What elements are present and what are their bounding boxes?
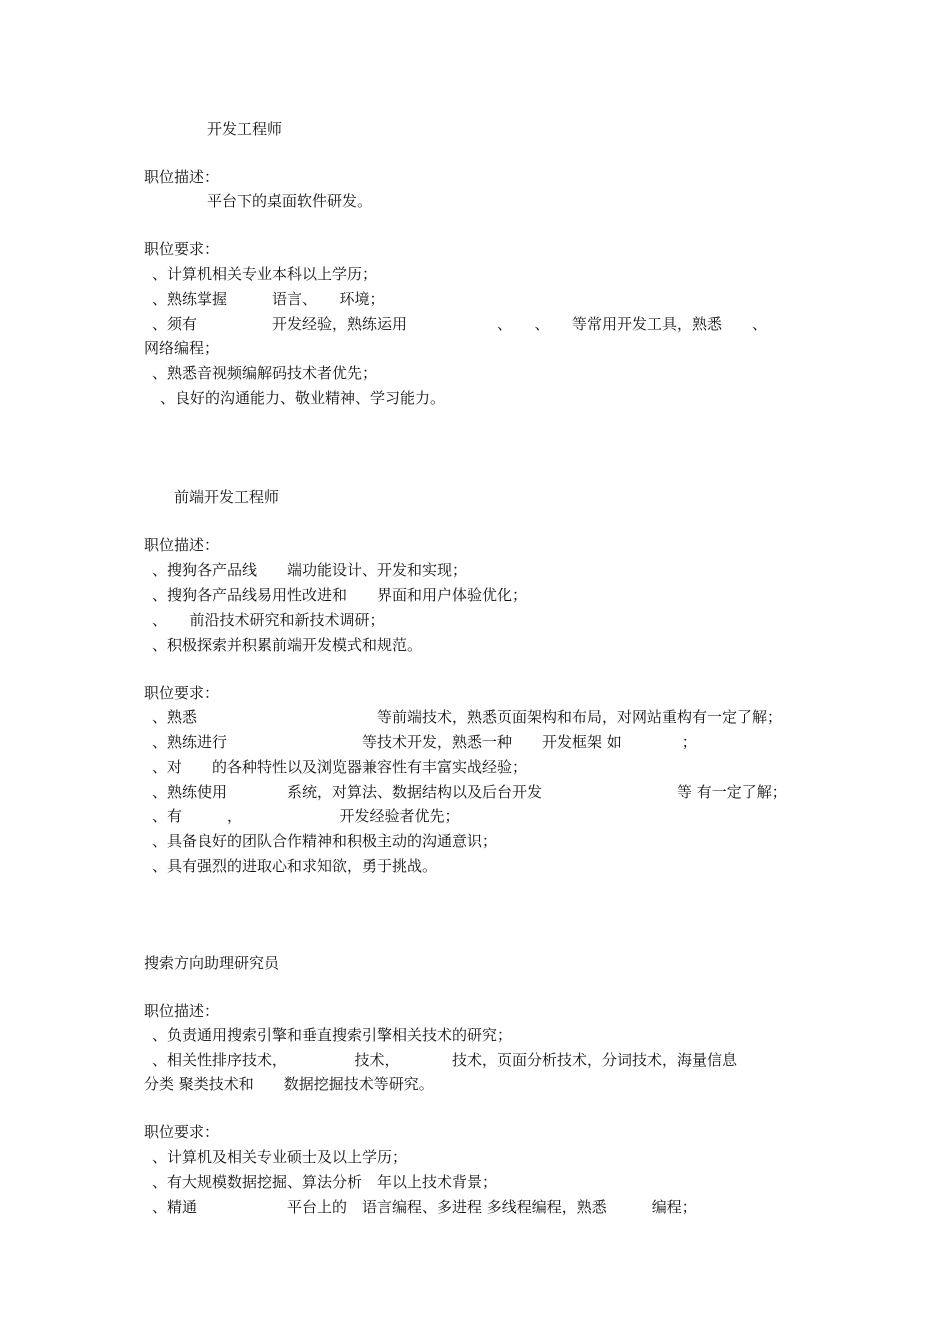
section-2-req-line: 、熟悉 等前端技术，熟悉页面架构和布局，对网站重构有一定了解； (152, 708, 783, 726)
section-1-req-label: 职位要求： (144, 240, 220, 258)
section-1-req-line: 、熟悉音视频编解码技术者优先； (152, 364, 378, 382)
section-3-desc-line: 分类 聚类技术和 数据挖掘技术等研究。 (144, 1075, 434, 1093)
section-1-req-line: 网络编程； (144, 339, 220, 357)
section-3-req-line: 、精通 平台上的 语言编程、多进程 多线程编程，熟悉 编程； (152, 1198, 697, 1216)
section-2-req-line: 、有 ， 开发经验者优先； (152, 807, 460, 825)
section-1-req-line: 、良好的沟通能力、敬业精神、学习能力。 (160, 389, 446, 407)
section-1-desc-line: 平台下的桌面软件研发。 (207, 192, 373, 210)
section-1-title: 开发工程师 (207, 120, 283, 138)
section-2-desc-line: 、搜狗各产品线 端功能设计、开发和实现； (152, 561, 468, 579)
section-3-req-label: 职位要求： (144, 1123, 220, 1141)
section-2-req-line: 、具有强烈的进取心和求知欲，勇于挑战。 (152, 857, 438, 875)
section-3-req-line: 、有大规模数据挖掘、算法分析 年以上技术背景； (152, 1173, 498, 1191)
section-3-title: 搜索方向助理研究员 (144, 954, 280, 972)
section-2-desc-line: 、积极探索并积累前端开发模式和规范。 (152, 636, 423, 654)
section-1-req-line: 、须有 开发经验，熟练运用 、 、 等常用开发工具，熟悉 、 (152, 315, 768, 333)
section-3-desc-line: 、相关性排序技术， 技术， 技术，页面分析技术，分词技术，海量信息 (152, 1051, 738, 1069)
section-3-req-line: 、计算机及相关专业硕士及以上学历； (152, 1148, 408, 1166)
section-2-desc-label: 职位描述： (144, 536, 220, 554)
section-2-title: 前端开发工程师 (174, 488, 280, 506)
section-3-desc-line: 、负责通用搜索引擎和垂直搜索引擎相关技术的研究； (152, 1026, 513, 1044)
section-1-req-line: 、计算机相关专业本科以上学历； (152, 265, 378, 283)
section-2-desc-line: 、 前沿技术研究和新技术调研； (152, 611, 385, 629)
section-3-desc-label: 职位描述： (144, 1002, 220, 1020)
section-1-req-line: 、熟练掌握 语言、 环境； (152, 290, 385, 308)
section-2-req-line: 、熟练使用 系统，对算法、数据结构以及后台开发 等 有一定了解； (152, 783, 787, 801)
section-1-desc-label: 职位描述： (144, 168, 220, 186)
section-2-req-label: 职位要求： (144, 684, 220, 702)
section-2-desc-line: 、搜狗各产品线易用性改进和 界面和用户体验优化； (152, 586, 528, 604)
section-2-req-line: 、对 的各种特性以及浏览器兼容性有丰富实战经验； (152, 758, 528, 776)
section-2-req-line: 、具备良好的团队合作精神和积极主动的沟通意识； (152, 832, 498, 850)
section-2-req-line: 、熟练进行 等技术开发，熟悉一种 开发框架 如 ； (152, 733, 697, 751)
